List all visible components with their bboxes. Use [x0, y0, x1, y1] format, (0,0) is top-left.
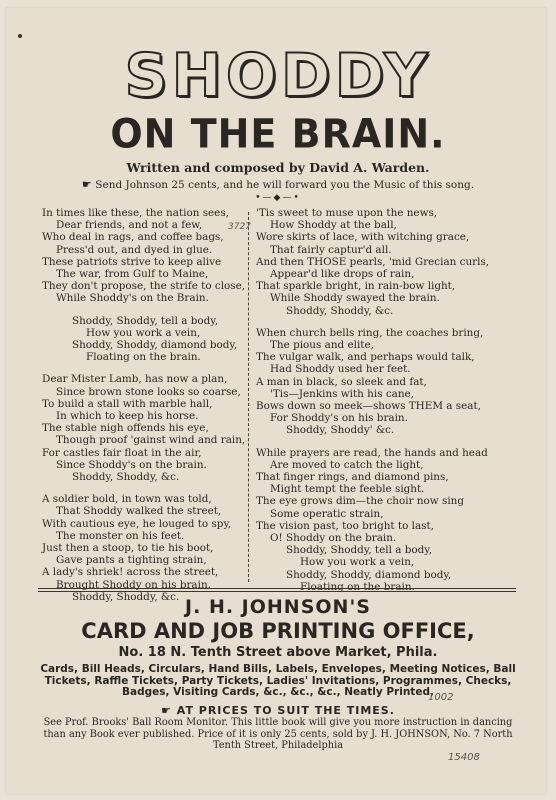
verse-line: The vision past, too bright to last,: [256, 519, 434, 532]
ornament-divider: •—◆—•: [255, 193, 301, 203]
prices-banner: [0, 704, 556, 717]
verse-line: Who deal in rags, and coffee bags,: [42, 231, 224, 244]
stanza: [42, 315, 242, 364]
verse-line: While prayers are read, the hands and head: [256, 446, 488, 459]
verse-line: In which to keep his horse.: [56, 410, 199, 423]
stanza: [256, 326, 484, 437]
verse-line: Shoddy, Shoddy' &c.: [286, 424, 395, 437]
verse-line: And then THOSE pearls, 'mid Grecian curls,: [256, 255, 490, 268]
verse-line: The eye grows dim—the choir now sing: [256, 495, 464, 508]
verse-line: Brought Shoddy on his brain.: [56, 578, 211, 591]
verse-line: Might tempt the feeble sight.: [270, 483, 425, 496]
verse-line: In times like these, the nation sees,: [42, 207, 229, 219]
pencil-annotation: 1002: [428, 692, 454, 703]
verse-line: A lady's shriek! across the street,: [42, 566, 219, 579]
stanza: [42, 207, 246, 305]
verse-line: To build a stall with marble hall,: [42, 397, 213, 410]
verse-line: Gave pants a tighting strain,: [56, 554, 207, 567]
verse-line: How Shoddy at the ball,: [270, 219, 397, 232]
verses-left-column: [42, 207, 246, 613]
verse-line: How you work a vein,: [300, 556, 415, 569]
verse-line: Shoddy, Shoddy, &c.: [72, 471, 180, 484]
verse-line: That Shoddy walked the street,: [56, 505, 222, 518]
verse-line: The war, from Gulf to Maine,: [56, 268, 209, 281]
verse-line: The vulgar walk, and perhaps would talk,: [256, 351, 475, 364]
verse-line: For Shoddy's on his brain.: [270, 412, 408, 425]
music-notice: [0, 178, 556, 191]
book-advertisement: See Prof. Brooks' Ball Room Monitor. This little book will give you more instruction in dancing than any Book ever published. Price of it is only 25 cents, sold by J. H. JOHNSON, No. 7 North Tenth Street, Philadelphia: [43, 717, 513, 751]
printer-address: No. 18 N. Tenth Street above Market, Phila.: [118, 645, 438, 660]
verse-line: Shoddy, Shoddy, tell a body,: [72, 314, 219, 327]
verse-line: While Shoddy swayed the brain.: [270, 292, 440, 305]
verse-line: Dear Mister Lamb, has now a plan,: [42, 373, 228, 386]
pin-hole-mark: [18, 34, 22, 38]
verse-line: Bows down so meek—shows THEM a seat,: [256, 400, 481, 413]
verse-line: Floating on the brain.: [86, 351, 201, 364]
verse-line: For castles fair float in the air,: [42, 446, 202, 459]
pointing-hand-icon: ☛: [81, 178, 96, 191]
author-credit: Written and composed by David A. Warden.: [126, 160, 430, 175]
verse-line: A soldier bold, in town was told,: [42, 493, 212, 506]
printer-services: Cards, Bill Heads, Circulars, Hand Bills, Labels, Envelopes, Meeting Notices, Ball Tickets, Raffle Tickets, Party Tickets, Ladies' Invitations, Programmes, Checks, Badges, Visiting Cards, &c., &c., &c., Neatly Printed,: [40, 663, 516, 698]
verse-line: Shoddy, Shoddy, diamond body,: [72, 339, 238, 352]
verse-line: Dear friends, and not a few,: [56, 219, 203, 232]
verse-line: Appear'd like drops of rain,: [270, 268, 415, 281]
printer-name: J. H. JOHNSON'S: [185, 596, 371, 618]
verse-line: Shoddy, Shoddy, &c.: [286, 304, 394, 317]
verse-line: How you work a vein,: [86, 326, 201, 339]
verse-line: Just then a stoop, to tie his boot,: [42, 542, 214, 555]
verse-line: Though proof 'gainst wind and rain,: [56, 434, 246, 447]
verse-line: 'Tis sweet to muse upon the news,: [256, 207, 438, 219]
verse-line: O! Shoddy on the brain.: [270, 532, 397, 545]
section-rule: [38, 591, 516, 592]
verse-line: The monster on his feet.: [56, 529, 185, 542]
verse-line: These patriots strive to keep alive: [42, 255, 222, 268]
verse-line: Since Shoddy's on the brain.: [56, 458, 207, 471]
verse-line: That finger rings, and diamond pins,: [256, 471, 449, 484]
verse-line: Some operatic strain,: [270, 507, 384, 520]
verse-line: Floating on the brain.: [300, 580, 415, 593]
verse-line: Since brown stone looks so coarse,: [56, 385, 241, 398]
verse-line: With cautious eye, he louged to spy,: [42, 517, 232, 530]
prices-text: AT PRICES TO SUIT THE TIMES.: [176, 704, 395, 717]
song-title: SHODDY: [124, 41, 432, 111]
pencil-annotation: 15408: [448, 752, 480, 763]
verse-line: Shoddy, Shoddy, &c.: [72, 590, 180, 603]
printer-office: CARD AND JOB PRINTING OFFICE,: [81, 619, 475, 643]
stanza: [256, 446, 488, 593]
verse-line: The stable nigh offends his eye,: [42, 422, 209, 435]
verse-line: The pious and elite,: [270, 339, 374, 352]
verse-line: That sparkle bright, in rain-bow light,: [256, 280, 456, 293]
section-rule: [38, 588, 516, 589]
verse-line: When church bells ring, the coaches bring,: [256, 326, 484, 339]
verse-line: Wore skirts of lace, with witching grace,: [256, 231, 470, 244]
verse-line: Shoddy, Shoddy, tell a body,: [286, 544, 433, 557]
verse-line: Press'd out, and dyed in glue.: [56, 243, 213, 256]
verse-line: 'Tis—Jenkins with his cane,: [270, 387, 414, 400]
music-notice-text: Send Johnson 25 cents, and he will forward you the Music of this song.: [95, 179, 475, 191]
column-divider: [248, 212, 249, 582]
pointing-hand-icon: ☛: [161, 704, 177, 717]
verses-right-column: [256, 207, 490, 603]
stanza: [256, 207, 490, 317]
verse-line: Had Shoddy used her feet.: [270, 363, 411, 376]
verse-line: They don't propose, the strife to close,: [42, 280, 246, 293]
verse-line: That fairly captur'd all.: [270, 243, 392, 256]
verse-line: Are moved to catch the light,: [270, 458, 424, 471]
verse-line: A man in black, so sleek and fat,: [256, 375, 427, 388]
stanza: [42, 493, 242, 603]
verse-line: While Shoddy's on the Brain.: [56, 292, 209, 305]
pencil-annotation: 3727: [228, 222, 251, 232]
verse-line: Shoddy, Shoddy, diamond body,: [286, 568, 452, 581]
stanza: [42, 373, 246, 484]
song-subtitle: ON THE BRAIN.: [110, 110, 446, 158]
